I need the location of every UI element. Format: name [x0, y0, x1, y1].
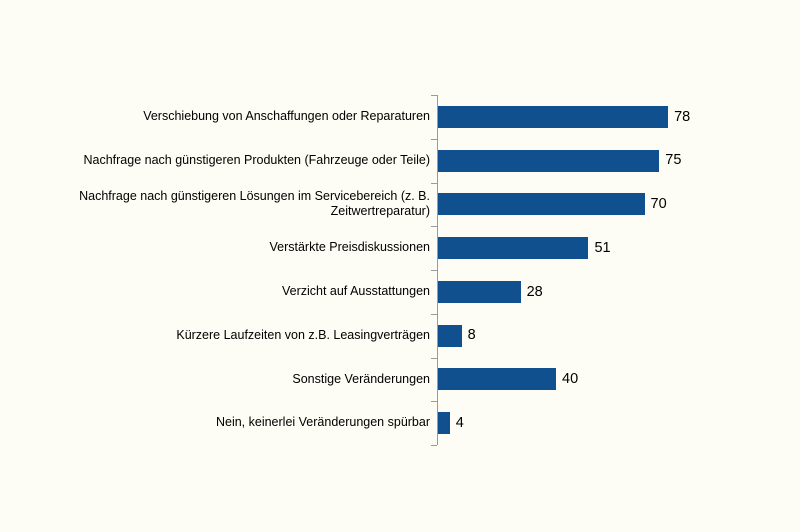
axis-tick — [431, 401, 437, 402]
bar-value-label: 8 — [467, 327, 476, 344]
bar-and-value — [438, 270, 543, 314]
bar-row — [0, 314, 800, 358]
bar-and-value — [438, 401, 464, 445]
category-label: Nein, keinerlei Veränderungen spürbar — [215, 415, 430, 430]
axis-tick — [431, 226, 437, 227]
bar-value-label: 78 — [674, 108, 691, 125]
bar-value-label: 40 — [562, 371, 579, 388]
category-label: Kürzere Laufzeiten von z.B. Leasingverträgen — [176, 327, 430, 342]
category-label: Nachfrage nach günstigeren Lösungen im Servicebereich (z. B. Zeitwertreparatur) — [79, 188, 430, 219]
axis-tick-end — [431, 445, 437, 446]
bar-and-value — [438, 314, 476, 358]
axis-tick — [431, 270, 437, 271]
axis-tick — [431, 183, 437, 184]
axis-tick — [431, 314, 437, 315]
bar — [438, 368, 556, 390]
bar — [438, 193, 645, 215]
bar — [438, 150, 659, 172]
bar-row — [0, 401, 800, 445]
axis-tick — [431, 95, 437, 96]
bar-row — [0, 183, 800, 227]
bar-rows — [0, 95, 800, 445]
bar — [438, 325, 462, 347]
bar — [438, 412, 450, 434]
bar-value-label: 28 — [526, 283, 543, 300]
category-label: Nachfrage nach günstigeren Produkten (Fahrzeuge oder Teile) — [83, 152, 430, 167]
bar-row — [0, 95, 800, 139]
bar-row — [0, 358, 800, 402]
category-label: Sonstige Veränderungen — [292, 371, 430, 386]
category-label: Verschiebung von Anschaffungen oder Reparaturen — [143, 109, 430, 124]
category-label: Verstärkte Preisdiskussionen — [269, 240, 430, 255]
bar-and-value — [438, 183, 667, 227]
axis-tick — [431, 139, 437, 140]
category-label: Verzicht auf Ausstattungen — [281, 284, 430, 299]
bar-value-label: 75 — [665, 152, 682, 169]
bar-value-label: 4 — [455, 414, 464, 431]
bar — [438, 281, 521, 303]
bar-row — [0, 270, 800, 314]
bar — [438, 106, 668, 128]
bar-row — [0, 139, 800, 183]
bar-and-value — [438, 358, 578, 402]
bar-and-value — [438, 95, 690, 139]
bar-value-label: 51 — [594, 239, 611, 256]
bar-row — [0, 226, 800, 270]
axis-tick — [431, 358, 437, 359]
bar-and-value — [438, 226, 611, 270]
bar — [438, 237, 588, 259]
bar-value-label: 70 — [650, 196, 667, 213]
bar-and-value — [438, 139, 681, 183]
